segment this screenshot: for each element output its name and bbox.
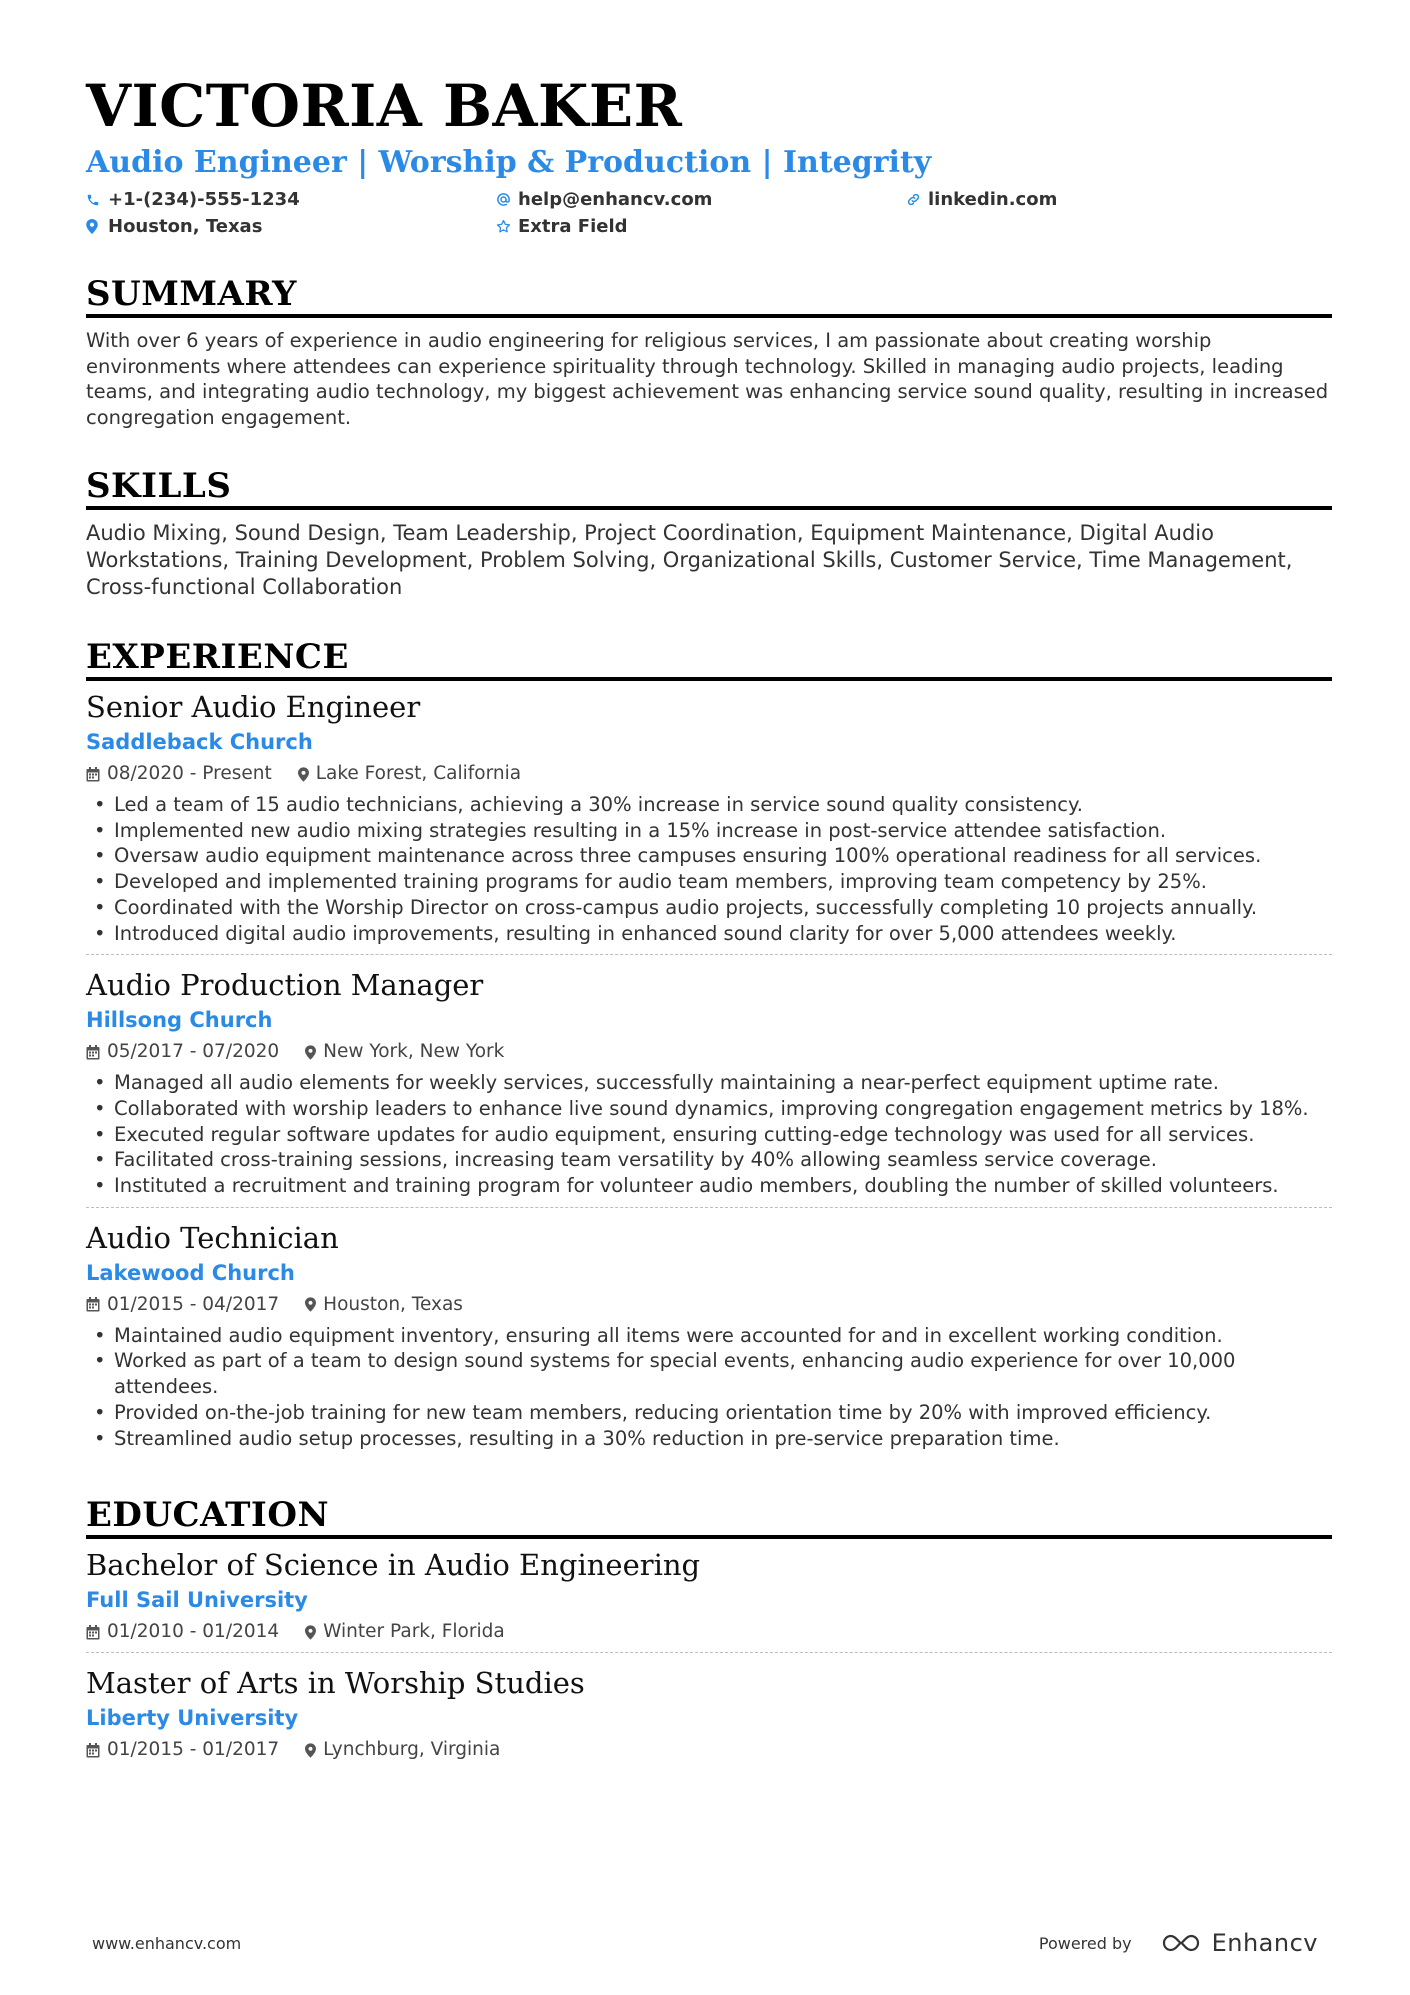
job-meta (86, 762, 1332, 786)
bullet-item: • Implemented new audio mixing strategies resulting in a 15% increase in post-service attendee satisfaction. (86, 818, 1332, 844)
powered-by-label: Powered by (1038, 1933, 1132, 1953)
candidate-name: VICTORIA BAKER (86, 72, 683, 140)
contact-phone[interactable] (86, 188, 496, 211)
bullet-item: • Coordinated with the Worship Director on cross-campus audio projects, successfully completing 10 projects annually. (86, 895, 1332, 921)
job-meta (86, 1293, 1332, 1317)
bullet-item: • Collaborated with worship leaders to enhance live sound dynamics, improving congregation engagement metrics by 18%. (86, 1096, 1332, 1122)
footer-url[interactable]: www.enhancv.com (92, 1933, 242, 1953)
bullet-item: • Managed all audio elements for weekly services, successfully maintaining a near-perfect equipment uptime rate. (86, 1070, 1332, 1096)
experience-entry (86, 1207, 1332, 1460)
calendar-icon (86, 1625, 100, 1640)
experience-section (86, 637, 1332, 1459)
contact-info (86, 188, 1332, 238)
job-location: Lake Forest, California (315, 763, 522, 784)
school-name[interactable]: Liberty University (86, 1706, 299, 1731)
contact-email[interactable] (496, 188, 906, 211)
contact-extra (496, 215, 906, 238)
skills-text: Audio Mixing, Sound Design, Team Leadership, Project Coordination, Equipment Maintenance, Digital Audio Workstations, Training Development, Problem Solving, Organizational Skills, Customer Service, Time Management, Cross-functional Collaboration (86, 521, 1293, 599)
bullet-item: • Instituted a recruitment and training program for volunteer audio members, doubling the number of skilled volunteers. (86, 1173, 1332, 1199)
education-section (86, 1495, 1332, 1770)
location-pin-icon (86, 219, 108, 234)
bullet-item: • Provided on-the-job training for new team members, reducing orientation time by 20% with improved efficiency. (86, 1400, 1332, 1426)
education-meta (86, 1738, 1332, 1762)
summary-title: SUMMARY (86, 274, 1332, 318)
skills-title: SKILLS (86, 466, 1332, 510)
education-dates: 01/2010 - 01/2014 (107, 1621, 280, 1643)
bullet-item: • Worked as part of a team to design sound systems for special events, enhancing audio experience for over 10,000 attendees. (86, 1348, 1332, 1399)
phone-text: +1-(234)-555-1234 (108, 189, 300, 210)
job-dates: 08/2020 - Present (107, 763, 272, 784)
summary-text: With over 6 years of experience in audio engineering for religious services, I am passionate about creating worship environments where attendees can experience spirituality through technology. Skilled in managing audio projects, leading teams, and integrating audio technology, my biggest achievement was enhancing service sound quality, resulting in increased congregation engagement. (86, 329, 1329, 429)
job-location: Houston, Texas (323, 1293, 463, 1315)
link-icon (906, 192, 928, 207)
bullet-item: • Facilitated cross-training sessions, increasing team versatility by 40% allowing seamless service coverage. (86, 1147, 1332, 1173)
job-location: New York, New York (323, 1041, 505, 1063)
job-title: Senior Audio Engineer (86, 690, 421, 724)
bullet-item: • Developed and implemented training programs for audio team members, improving team competency by 25%. (86, 869, 1332, 895)
extra-field-text: Extra Field (518, 216, 628, 237)
contact-location (86, 215, 496, 238)
linkedin-text: linkedin.com (928, 189, 1058, 210)
education-title: EDUCATION (86, 1495, 1332, 1539)
star-icon (496, 219, 518, 234)
bullet-item: • Introduced digital audio improvements, resulting in enhanced sound clarity for over 5,000 attendees weekly. (86, 921, 1332, 947)
job-dates: 01/2015 - 04/2017 (107, 1293, 280, 1315)
resume-content (86, 72, 1332, 1770)
education-meta (86, 1620, 1332, 1644)
company-name[interactable]: Hillsong Church (86, 1008, 273, 1033)
bullet-item: • Led a team of 15 audio technicians, achieving a 30% increase in service sound quality consistency. (86, 792, 1332, 818)
phone-icon (86, 193, 108, 207)
experience-title: EXPERIENCE (86, 637, 1332, 681)
calendar-icon (86, 1297, 100, 1312)
education-entry (86, 1652, 1332, 1770)
location-pin-icon (305, 1045, 316, 1060)
job-title: Audio Technician (86, 1220, 339, 1255)
email-text: help@enhancv.com (518, 189, 713, 210)
bullet-item: • Streamlined audio setup processes, resulting in a 30% reduction in pre-service preparation time. (86, 1426, 1332, 1452)
summary-section (86, 274, 1332, 430)
education-entry (86, 1547, 1332, 1652)
location-text: Houston, Texas (108, 216, 263, 237)
degree-title: Bachelor of Science in Audio Engineering (86, 1548, 701, 1583)
enhancv-logo-icon (1158, 1932, 1204, 1954)
school-name[interactable]: Full Sail University (86, 1588, 308, 1613)
location-pin-icon (298, 767, 309, 782)
powered-by (1039, 1929, 1318, 1957)
company-name[interactable]: Lakewood Church (86, 1260, 295, 1285)
candidate-headline: Audio Engineer | Worship & Production | Integrity (86, 145, 932, 180)
enhancv-brand[interactable]: Enhancv (1211, 1929, 1318, 1957)
page-footer (92, 1929, 1318, 1957)
education-dates: 01/2015 - 01/2017 (107, 1739, 280, 1761)
company-name[interactable]: Saddleback Church (86, 730, 313, 754)
education-location: Lynchburg, Virginia (323, 1739, 501, 1761)
skills-section (86, 466, 1332, 601)
job-title: Audio Production Manager (86, 968, 484, 1003)
location-pin-icon (305, 1297, 316, 1312)
job-bullets (86, 792, 1332, 946)
bullet-item: • Executed regular software updates for audio equipment, ensuring cutting-edge technology was used for all services. (86, 1122, 1332, 1148)
bullet-item: • Oversaw audio equipment maintenance across three campuses ensuring 100% operational readiness for all services. (86, 843, 1332, 869)
location-pin-icon (305, 1743, 316, 1758)
degree-title: Master of Arts in Worship Studies (86, 1666, 585, 1701)
experience-entry (86, 689, 1332, 954)
job-meta (86, 1040, 1332, 1064)
contact-linkedin[interactable] (906, 188, 1306, 211)
experience-entry (86, 954, 1332, 1207)
education-location: Winter Park, Florida (323, 1621, 505, 1643)
location-pin-icon (305, 1625, 316, 1640)
calendar-icon (86, 767, 100, 782)
at-icon (496, 192, 518, 207)
calendar-icon (86, 1743, 100, 1758)
job-bullets (86, 1323, 1332, 1452)
bullet-item: • Maintained audio equipment inventory, ensuring all items were accounted for and in excellent working condition. (86, 1323, 1332, 1349)
job-dates: 05/2017 - 07/2020 (107, 1041, 280, 1063)
job-bullets (86, 1070, 1332, 1199)
calendar-icon (86, 1045, 100, 1060)
